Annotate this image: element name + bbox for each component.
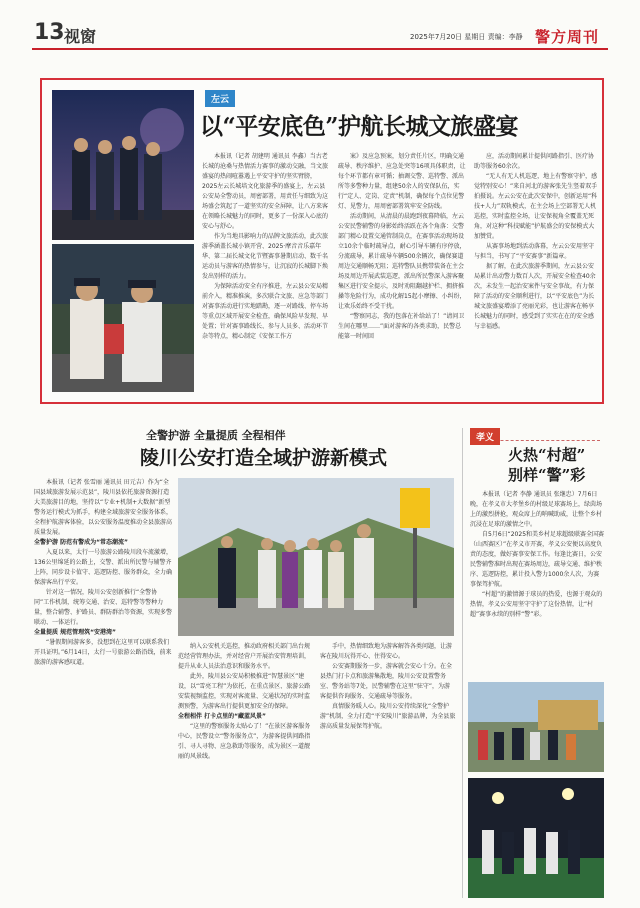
section-title: 视窗 xyxy=(64,27,97,46)
photo-police-night xyxy=(52,90,194,240)
paragraph: “无人有无人机巡逻，地上有警察守护，感觉特别安心！”来自河北的游客张先生竖着双手拍摄说。左云公安在此次安保中，创新运用“科技+人力”双轨模式，在主会场上空部署无人机巡控，实时监控全场，让安保视角全覆盖无死角，对这种“科技赋能”护航盛会的安保模式大加赞赏。 xyxy=(474,173,598,240)
page-number: 13 xyxy=(34,20,65,45)
paragraph: 公安赛期服务一步，游客就会安心十分。在全县热门打卡点和旅游集散地，陵川公安设置警务室、警务站等7处，民警辅警在这里“驻守”，为游客提供咨询服务、交通疏导等服务。 xyxy=(320,663,453,700)
lingchuan-text-col-2 xyxy=(178,642,314,898)
paragraph: 本报讯（记者 张雪丽 通讯员 田元吉）作为“全国县域旅游发展示范县”，陵川县依托旅游资源打造大美旅游目的地，坚持以“专业+机制+大数据”新型警务运行模式为抓手，构建全域旅游安全服务体系，全程护航游客体验，以公安服务温度推动全县旅游高质量发展。 xyxy=(34,479,172,536)
xiaoyi-headline-line2: 别样“警”彩 xyxy=(508,466,586,484)
paragraph: “村超”的激情源于球员的热爱，也源于观众的热情，孝义公安用坚守守护了这份热情，让“村超”赛事永续的别样“警”彩。 xyxy=(470,591,603,618)
paragraph: 据了解，在此次旅游季期间，左云县公安局累计出动警力数百人次，开展安全检查40余次，未发生一起治安案件与安全事故，有力保障了活动的安全顺利进行，以“平安底色”为长城文旅盛宴增添了亮丽光彩，也让游客在畅享长城魅力的同时，感受到了实实在在的安全感与幸福感。 xyxy=(474,263,596,330)
paragraph: 从赛事场地到活动落幕，左云公安用坚守与担当，书写了“平安赛事”新篇章。 xyxy=(474,243,595,260)
paragraph: 案》及应急预案，划分责任片区，明确交通疏导、秩序维护、应急处突等16项具体职责，让每个环节都有章可循；抽调交警、巡特警、派出所等多警种力量，组建50余人的安保队伍，实行“定人、定岗、定责”机制，确保每个点位见警灯、见警力，用周密部署筑牢安全防线。 xyxy=(338,153,466,210)
lingchuan-text-col-3 xyxy=(320,642,456,898)
featured-text-col-3 xyxy=(474,152,598,392)
paragraph: 自5月6日“2025和美乡村足球超级联赛全国赛（山西赛区）”在孝义市开赛，孝义公安便以高度负责的态度，做好赛事安保工作。每逢比赛日，公安民警辅警准时出现在赛场周边，疏导交通、维护秩序、巡逻防控，累计投入警力1000余人次，为赛事保驾护航。 xyxy=(470,531,604,588)
paragraph: 作为当地具影响力的品牌文旅活动，此次旅游季涵盖长城小镇开营、2025·摩音音乐嘉年华、第二届长城文化节暨赛事暑期启动、数千名运动员与游客的热情参与，让沉寂的长城脚下焕发出别样的活力。 xyxy=(202,233,329,280)
photo-tourists-with-police xyxy=(178,478,454,636)
lingchuan-subheadline: 全警护游 全量提质 全程相伴 xyxy=(146,429,286,442)
paragraph: 为保障活动安全有序推进，左云县公安局精前介入，精准推演，多次联合文旅、应急等部门对赛事活动进行实地踏勘，逐一对路线、停车场等重点区域开展安全检查，确保风险早发现、早处置；针对赛事路线长、参与人员多、活动环节杂等特点，精心制定《安保工作方 xyxy=(202,283,329,340)
section-heading: 全警护游 防范有警成为“常态潮流” xyxy=(34,539,128,546)
featured-headline: 以“平安底色”护航长城文旅盛宴 xyxy=(200,113,518,140)
photo-police-with-visitor xyxy=(52,244,194,392)
section-heading: 全程相伴 打卡点里的“藏蓝风景” xyxy=(178,713,266,720)
paragraph: 真情服务暖人心。陵川公安持续深化“全警护游”机制，全力打造“平安陵川”旅游品牌，为全县旅游高质量发展保驾护航。 xyxy=(320,703,456,730)
photo-night-football-police xyxy=(468,778,604,898)
paragraph: “这里的警察服务太贴心了！”在景区游客服务中心，民警设立“警务服务点”，为游客提供问路指引、寻人寻物、应急救助等服务，成为景区一道靓丽的风景线。 xyxy=(178,723,311,760)
newspaper-logo: 警方周刊 xyxy=(535,28,600,46)
paragraph: 手中，热情细致地为游客解答各类问题，让游客在陵川玩得开心、住得安心。 xyxy=(320,643,453,660)
article-tag-zuoyun: 左云 xyxy=(205,90,235,107)
featured-text-col-2 xyxy=(338,152,466,392)
xiaoyi-text-col xyxy=(470,490,604,670)
article-tag-xiaoyi: 孝义 xyxy=(470,428,500,445)
paragraph: 此外，陵川县公安局积极推进“智慧景区”建设，以“雪亮工程”为依托，在重点景区、旅游公路安装视频监控，实现对客流量、交通状况的实时监测预警，为游客出行提供更加安全的保障。 xyxy=(178,673,311,710)
issue-date: 2025年7月20日 星期日 责编：李静 xyxy=(410,33,523,41)
paragraph: “暑假期间游客多，没想到在这里可以联系我们开具证明。”6月14日，太行一号旅游公路沿线，前来旅游的游客感叹道。 xyxy=(34,639,172,666)
xiaoyi-headline-line1: 火热“村超” xyxy=(508,446,586,464)
paragraph: 应，活动期间累计提供问路指引、医疗协助等服务60余次。 xyxy=(474,153,595,170)
paragraph: 针对这一情况，陵川公安创新推行“全警协同”工作机制，统筹交通、治安、巡特警等警种力量，整合辅警、护路员、群防群治等资源，实现多警联动、一体运行。 xyxy=(34,589,172,626)
lingchuan-headline: 陵川公安打造全域护游新模式 xyxy=(140,447,388,469)
paragraph: 本报讯（记者 李静 通讯员 张继忠）7月6日晚，在孝义市大孝堡乡的村级足球赛场上，绿茵场上的激烈拼抢，观众席上的呐喊助威，让整个乡村沉浸在足球的激情之中。 xyxy=(470,491,603,528)
featured-text-col-1 xyxy=(202,152,330,392)
photo-village-football-crowd xyxy=(468,682,604,772)
paragraph: 入夏以来，太行一号旅游公路陵川段车流激增，136公里绵延的公路上，交警、派出所民警与辅警齐上阵，同步设卡值守、巡逻防控、服务群众，全力确保游客出行平安。 xyxy=(34,549,172,586)
lingchuan-text-col-1 xyxy=(34,478,172,898)
section-heading: 全量提质 规范管理筑“安港湾” xyxy=(34,629,116,636)
paragraph: 纳入公安机关巡控，推动政府相关部门出台规范经营管理办法，并对经营户开展治安管理培训，提升从业人员法治意识和服务水平。 xyxy=(178,643,311,670)
paragraph: 本报讯（记者 胡建明 通讯员 李鑫）当古老长城的沧桑与热情活力赛事的激动交融，当文旅盛宴的热闹喧嚣遇上平安守护的坚实臂膀，2025左云长城培文化旅游季的盛宴上，左云县公安局全警动员，周密部署，用责任与细致为这场盛会筑起了一道坚实的安全屏障，让八方来客在领略长城魅力的同时，更多了一份深入心底的安心与舒心。 xyxy=(202,153,329,230)
column-separator xyxy=(462,428,463,898)
header-rule xyxy=(32,48,608,50)
paragraph: “警察同志，我的包落在补给站了！”请问卫生间在哪里……”面对游客的各类求助，民警总能第一时间回 xyxy=(338,313,465,340)
paragraph: 活动期间，从清晨的晨跑到夜幕降临，左云公安民警辅警的身影始终活跃在各个角落：交警部门精心设置交通管制岗点，在赛事活动现场设立10余个临时疏导点，耐心引导车辆有序停放，分流疏导，累计疏导车辆500余辆次，确保赛道周边交通顺畅无阻；巡特警队员携带装备在主会场及周边开展武装巡逻，派出所民警深入游客聚集区进行安全提示，及时劝阻翻越护栏、拥挤推搡等危险行为，成功化解15起小摩擦、小纠纷，让欢乐始终不受干扰。 xyxy=(338,213,466,310)
